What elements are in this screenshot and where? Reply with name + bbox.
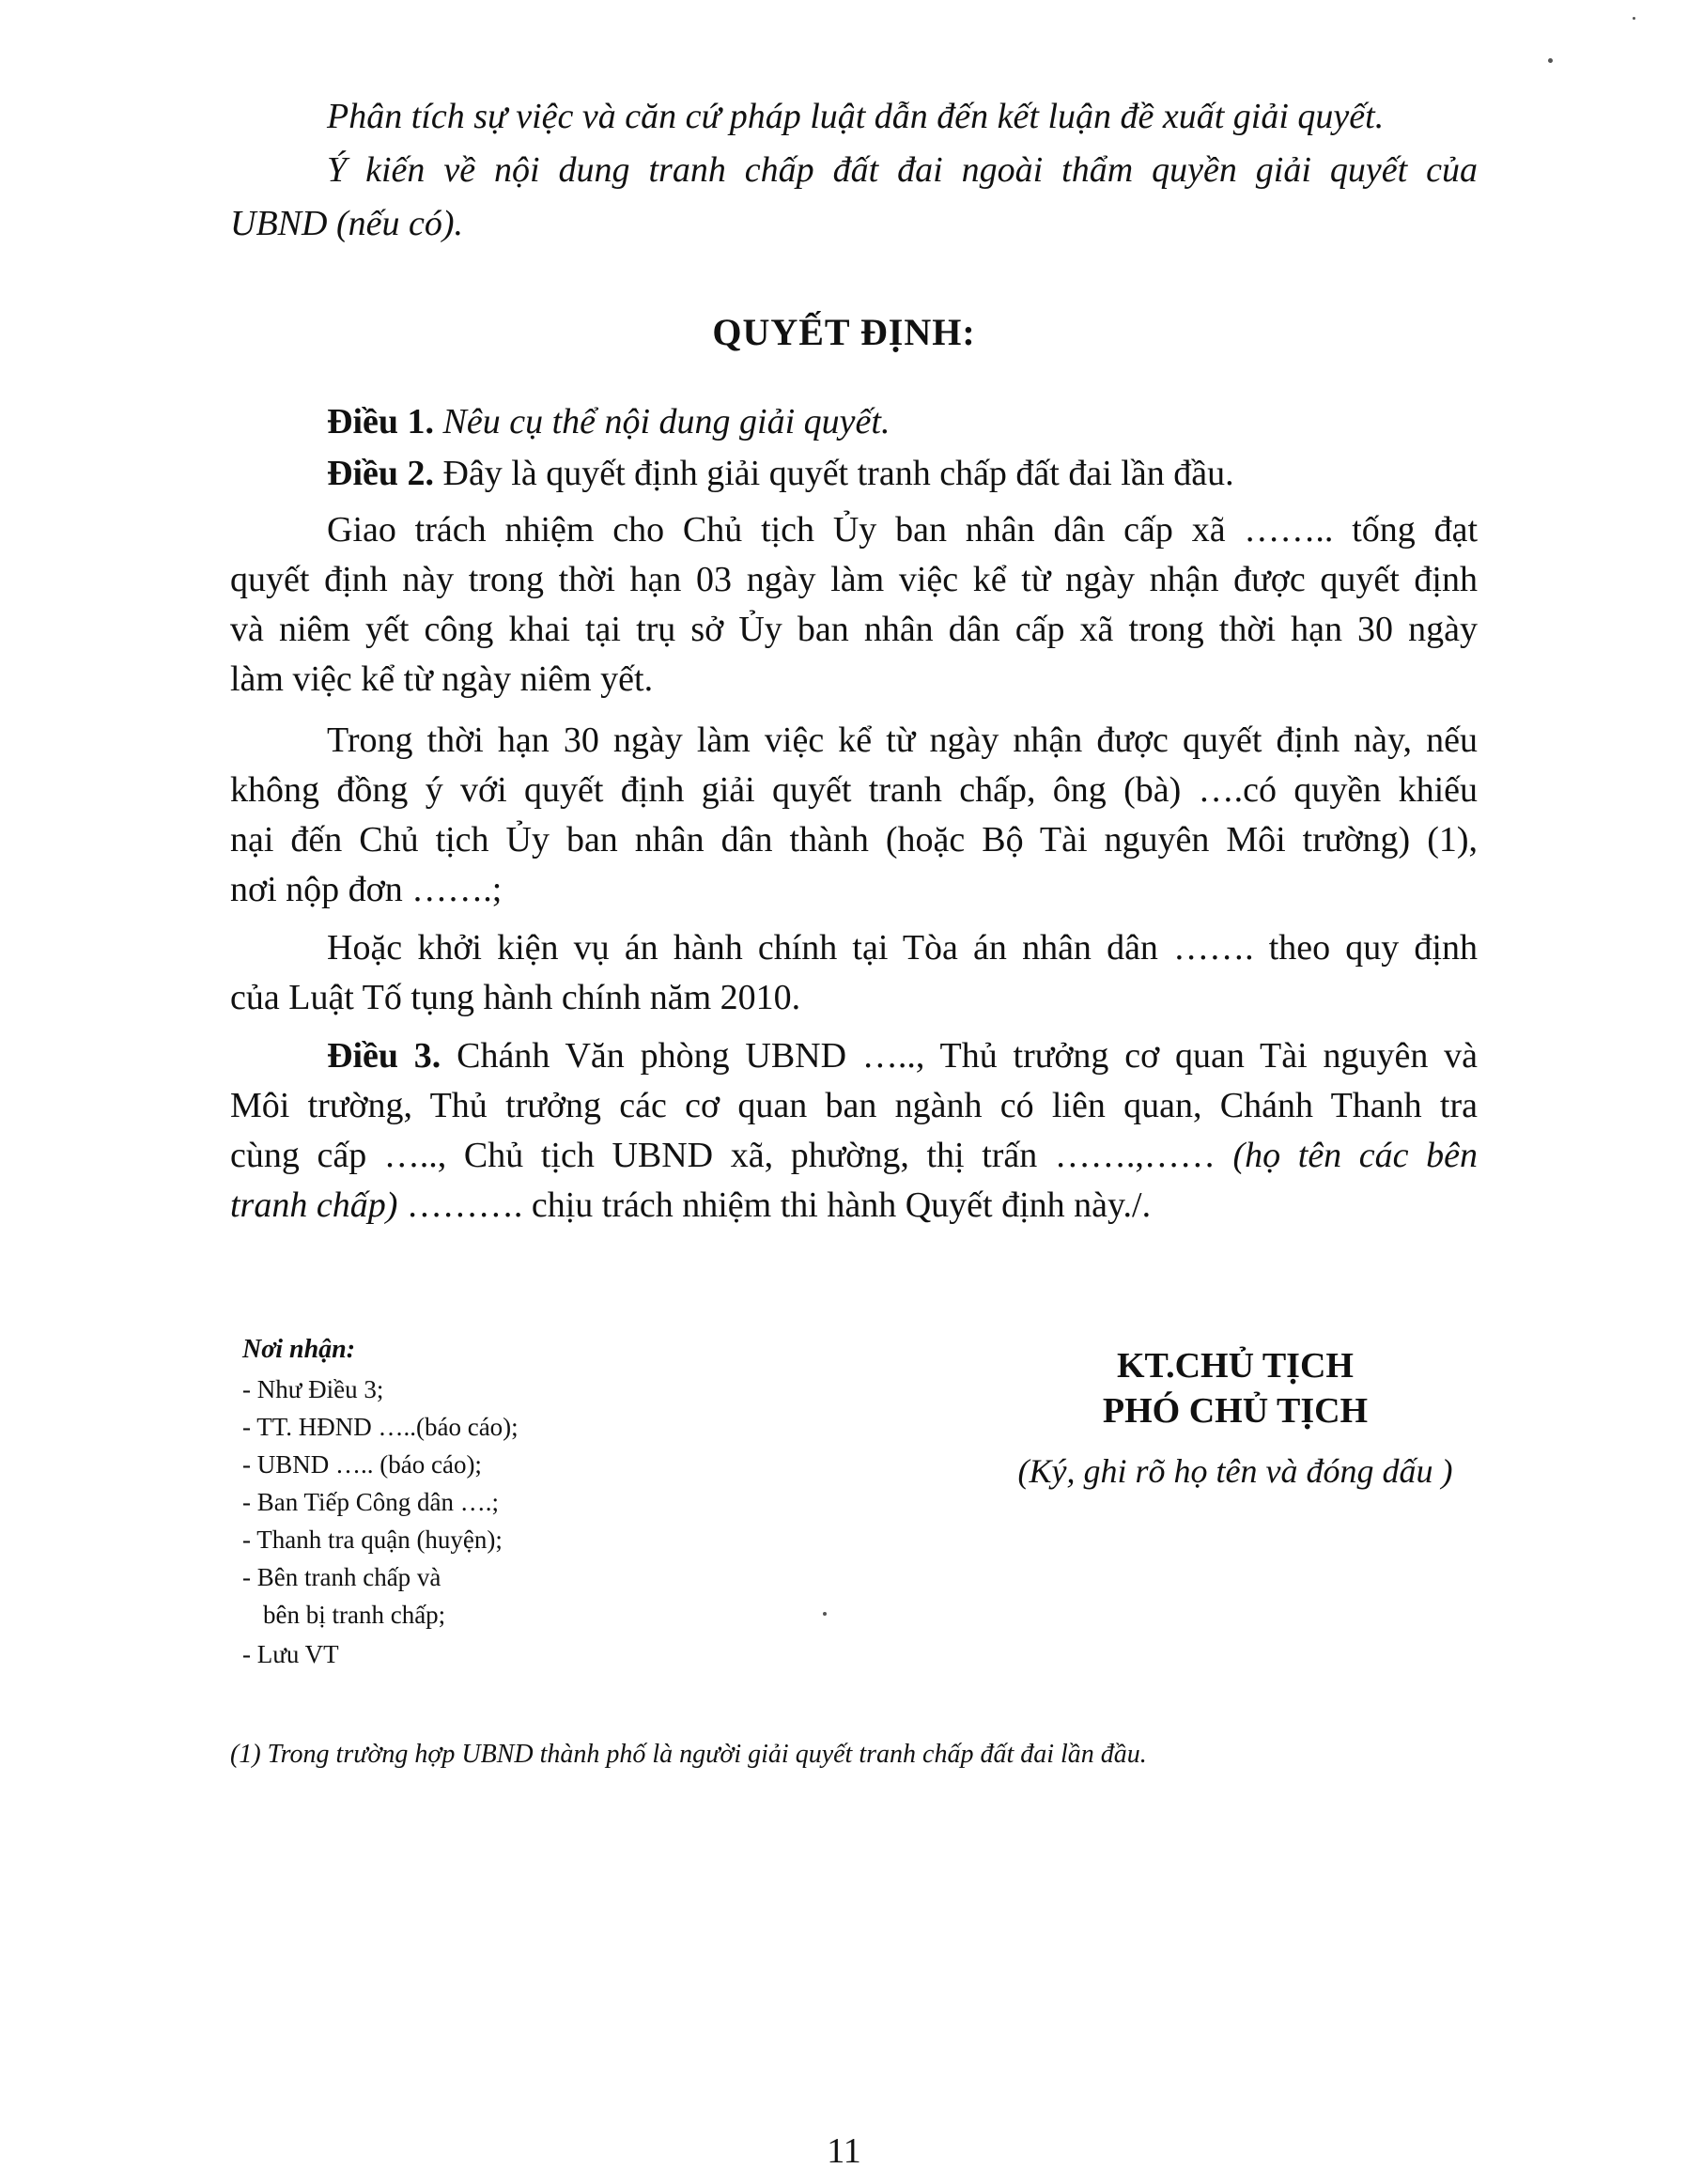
signature-line-3: (Ký, ghi rõ họ tên và đóng dấu ) — [1017, 1452, 1453, 1490]
article-3-text-3a: cùng cấp ….., Chủ tịch UBND xã, phường, thị trấn …….,…… — [230, 1136, 1216, 1175]
signature-line-2: PHÓ CHỦ TỊCH — [1102, 1391, 1369, 1431]
p1-line-3: và niêm yết công khai tại trụ sở Ủy ban nhân dân cấp xã trong thời hạn 30 ngày — [230, 610, 1478, 649]
article-3-line-3 — [230, 1133, 1478, 1178]
article-3-label: Điều 3. — [327, 1036, 441, 1076]
recipient-item: - UBND ….. (báo cáo); — [242, 1450, 482, 1479]
article-3-text-3b: (họ tên các bên — [1232, 1136, 1478, 1175]
article-1 — [327, 399, 890, 444]
scan-speck — [1633, 17, 1635, 20]
article-3-line-1 — [327, 1033, 1478, 1078]
recipient-item: - Lưu VT — [242, 1640, 339, 1668]
p2-line-1: Trong thời hạn 30 ngày làm việc kể từ ngày nhận được quyết định này, nếu — [327, 720, 1478, 760]
p2-line-2: không đồng ý với quyết định giải quyết tranh chấp, ông (bà) ….có quyền khiếu — [230, 770, 1478, 810]
recipient-item: - Bên tranh chấp và — [242, 1563, 441, 1591]
p3-line-2: của Luật Tố tụng hành chính năm 2010. — [230, 978, 801, 1017]
recipient-item: - Thanh tra quận (huyện); — [242, 1526, 503, 1554]
article-3-text-1: Chánh Văn phòng UBND ….., Thủ trưởng cơ quan Tài nguyên và — [457, 1036, 1478, 1076]
p3-line-1: Hoặc khởi kiện vụ án hành chính tại Tòa án nhân dân ……. theo quy định — [327, 928, 1478, 968]
article-1-text: Nêu cụ thể nội dung giải quyết. — [442, 402, 890, 441]
p1-line-1: Giao trách nhiệm cho Chủ tịch Ủy ban nhân dân cấp xã …….. tống đạt — [327, 510, 1478, 550]
recipient-item: - Ban Tiếp Công dân ….; — [242, 1488, 500, 1516]
recipient-item: - Như Điều 3; — [242, 1375, 384, 1403]
p2-line-3: nại đến Chủ tịch Ủy ban nhân dân thành (hoặc Bộ Tài nguyên Môi trường) (1), — [230, 820, 1478, 860]
article-3-text-4a: tranh chấp) — [230, 1185, 398, 1225]
article-2-label: Điều 2. — [327, 454, 434, 493]
article-1-label: Điều 1. — [327, 402, 434, 441]
intro-line-2: Ý kiến về nội dung tranh chấp đất đai ngoài thẩm quyền giải quyết của — [327, 150, 1478, 190]
decision-title: QUYẾT ĐỊNH: — [712, 311, 976, 353]
page-number: 11 — [827, 2131, 861, 2171]
article-2 — [327, 451, 1234, 496]
intro-line-3: UBND (nếu có). — [230, 204, 463, 243]
intro-line-1: Phân tích sự việc và căn cứ pháp luật dẫn đến kết luận đề xuất giải quyết. — [327, 97, 1385, 136]
article-3-text-4b: ………. chịu trách nhiệm thi hành Quyết định này./. — [406, 1185, 1152, 1225]
p1-line-4: làm việc kể từ ngày niêm yết. — [230, 659, 654, 699]
signature-line-1: KT.CHỦ TỊCH — [1117, 1346, 1354, 1386]
p2-line-4: nơi nộp đơn …….; — [230, 870, 503, 909]
article-2-text: Đây là quyết định giải quyết tranh chấp đất đai lần đầu. — [442, 454, 1234, 493]
recipients-title: Nơi nhận: — [242, 1335, 356, 1364]
recipient-item: - TT. HĐND …..(báo cáo); — [242, 1413, 519, 1441]
p1-line-2: quyết định này trong thời hạn 03 ngày làm việc kể từ ngày nhận được quyết định — [230, 560, 1478, 599]
scan-speck — [823, 1612, 827, 1616]
article-3-line-2: Môi trường, Thủ trưởng các cơ quan ban ngành có liên quan, Chánh Thanh tra — [230, 1086, 1478, 1125]
article-3-line-4 — [230, 1183, 1151, 1228]
scan-speck — [1548, 58, 1553, 63]
recipient-item: bên bị tranh chấp; — [263, 1601, 446, 1629]
footnote: (1) Trong trường hợp UBND thành phố là người giải quyết tranh chấp đất đai lần đầu. — [230, 1740, 1147, 1769]
